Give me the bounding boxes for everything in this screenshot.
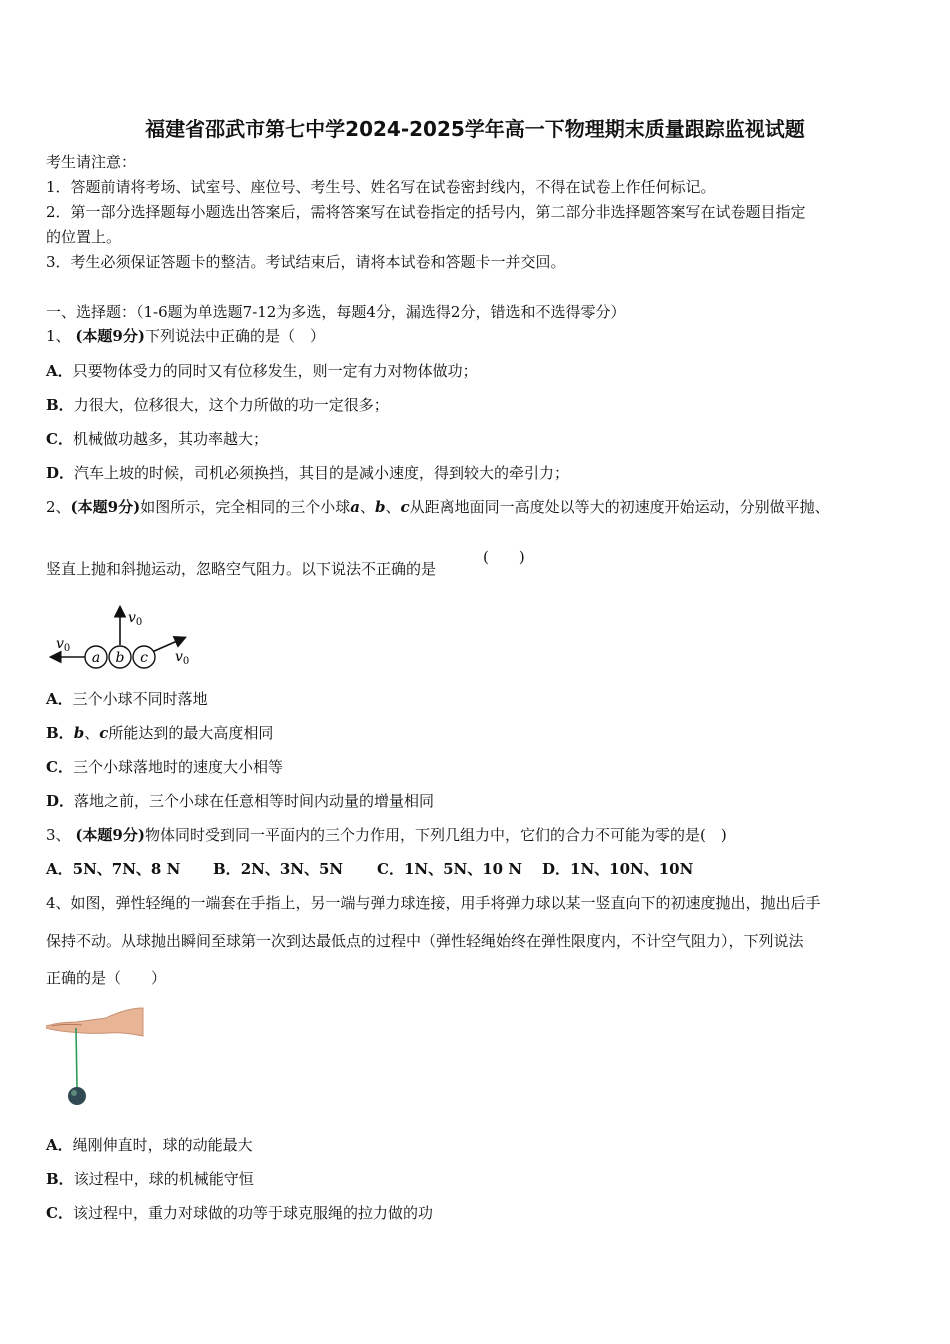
var-c: c	[99, 724, 109, 742]
question-2-stem-line2: 竖直上抛和斜抛运动，忽略空气阻力。以下说法不正确的是	[46, 560, 437, 578]
option-text: 绳刚伸直时，球的动能最大	[72, 1136, 253, 1154]
option-text: 机械做功越多，其功率越大；	[72, 430, 268, 448]
v0-label-up: $v_0$	[128, 610, 143, 628]
option-letter: A．	[46, 1136, 73, 1154]
notice-item-2-cont: 的位置上。	[46, 228, 122, 246]
option-letter: B．	[46, 396, 74, 414]
option-letter: D．	[542, 860, 571, 878]
question-text: 物体同时受到同一平面内的三个力作用，下列几组力中，它们的合力不可能为零的是( )	[144, 826, 727, 844]
q3-option-d	[542, 859, 693, 879]
question-text: 如图所示，完全相同的三个小球	[140, 498, 351, 516]
v0-label-oblique: $v_0$	[175, 649, 190, 667]
question-3-stem	[46, 825, 727, 845]
q4-option-a	[46, 1135, 253, 1155]
option-letter: B．	[46, 1170, 74, 1188]
option-text: 三个小球落地时的速度大小相等	[72, 758, 283, 776]
option-text: 该过程中，球的机械能守恒	[73, 1170, 254, 1188]
ball-image	[68, 1087, 86, 1105]
question-4-line3: 正确的是（ ）	[46, 969, 167, 987]
notice-heading: 考生请注意：	[46, 153, 137, 171]
option-text: 1N、5N、10 N	[403, 860, 523, 878]
option-text: 5N、7N、8 N	[72, 860, 181, 878]
ball-highlight	[71, 1090, 77, 1096]
option-letter: A．	[46, 860, 73, 878]
question-number: 1、	[46, 327, 71, 345]
option-letter: B．	[213, 860, 241, 878]
question-number: 2、	[46, 498, 71, 516]
option-text: 三个小球不同时落地	[72, 690, 208, 708]
q4-option-c	[46, 1203, 433, 1223]
option-letter: D．	[46, 792, 75, 810]
option-text: 所能达到的最大高度相同	[108, 724, 274, 742]
var-b: b	[374, 498, 386, 516]
option-letter: C．	[46, 1204, 73, 1222]
q2-option-a	[46, 689, 208, 709]
ball-label-c: c	[140, 650, 148, 666]
answer-paren: ( )	[483, 548, 525, 566]
question-score: (本题9分)	[70, 498, 141, 516]
question-score: (本题9分)	[75, 826, 145, 844]
var-a: a	[350, 498, 360, 516]
q1-option-b	[46, 395, 389, 415]
q2-option-b	[46, 723, 273, 743]
v0-label-left: $v_0$	[56, 636, 71, 654]
question-4-stem	[46, 893, 821, 913]
var-b: b	[73, 724, 85, 742]
q1-option-c	[46, 429, 268, 449]
hand-image	[46, 1008, 143, 1036]
question-text: 下列说法中正确的是（ ）	[144, 327, 325, 345]
q2-option-c	[46, 757, 283, 777]
notice-item-2: 2．第一部分选择题每小题选出答案后，需将答案写在试卷指定的括号内，第二部分非选择题答案写在试卷题目指定	[46, 203, 806, 221]
ball-label-a: a	[91, 650, 101, 666]
q1-option-d	[46, 463, 569, 483]
separator: 、	[359, 498, 375, 516]
question-text: 从距离地面同一高度处以等大的初速度开始运动，分别做平抛、	[409, 498, 830, 516]
option-letter: B．	[46, 724, 74, 742]
q1-option-a	[46, 361, 478, 381]
option-text: 2N、3N、5N	[240, 860, 344, 878]
question-number: 3、	[46, 826, 71, 844]
question-text: 如图，弹性轻绳的一端套在手指上，另一端与弹力球连接，用手将弹力球以某一竖直向下的初速度抛出，抛出后手	[70, 894, 821, 912]
option-text: 汽车上坡的时候，司机必须换挡，其目的是减小速度，得到较大的牵引力；	[74, 464, 570, 482]
q3-option-b	[213, 859, 343, 879]
option-text: 力很大，位移很大，这个力所做的功一定很多；	[73, 396, 389, 414]
option-text: 1N、10N、10N	[570, 860, 694, 878]
option-text: 该过程中，重力对球做的功等于球克服绳的拉力做的功	[72, 1204, 433, 1222]
option-text: 落地之前，三个小球在任意相等时间内动量的增量相同	[74, 792, 435, 810]
page-title: 福建省邵武市第七中学2024-2025学年高一下物理期末质量跟踪监视试题	[145, 117, 805, 141]
question-number: 4、	[46, 894, 71, 912]
question-2-stem	[46, 497, 830, 517]
ball-label-b: b	[115, 650, 125, 666]
option-letter: C．	[377, 860, 404, 878]
question-score: (本题9分)	[75, 327, 145, 345]
elastic-cord	[76, 1028, 77, 1088]
option-letter: C．	[46, 430, 73, 448]
hand-ball-figure	[46, 1006, 146, 1110]
notice-item-3: 3．考生必须保证答题卡的整洁。考试结束后，请将本试卷和答题卡一并交回。	[46, 253, 566, 271]
option-letter: C．	[46, 758, 73, 776]
var-c: c	[400, 498, 410, 516]
q3-option-c	[377, 859, 522, 879]
question-1-stem	[46, 326, 325, 346]
q2-option-d	[46, 791, 434, 811]
option-letter: A．	[46, 362, 73, 380]
option-letter: A．	[46, 690, 73, 708]
option-text: 只要物体受力的同时又有位移发生，则一定有力对物体做功；	[72, 362, 478, 380]
notice-item-1: 1．答题前请将考场、试室号、座位号、考生号、姓名写在试卷密封线内，不得在试卷上作任何标记。	[46, 178, 716, 196]
section-heading: 一、选择题：（1-6题为单选题7-12为多选，每题4分，漏选得2分，错选和不选得零分）	[46, 303, 626, 321]
separator: 、	[385, 498, 401, 516]
separator: 、	[84, 724, 100, 742]
q4-option-b	[46, 1169, 254, 1189]
option-letter: D．	[46, 464, 75, 482]
balls-figure	[46, 600, 206, 672]
q3-option-a	[46, 859, 180, 879]
question-4-line2: 保持不动。从球抛出瞬间至球第一次到达最低点的过程中（弹性轻绳始终在弹性限度内，不计空气阻力），下列说法	[46, 932, 804, 950]
